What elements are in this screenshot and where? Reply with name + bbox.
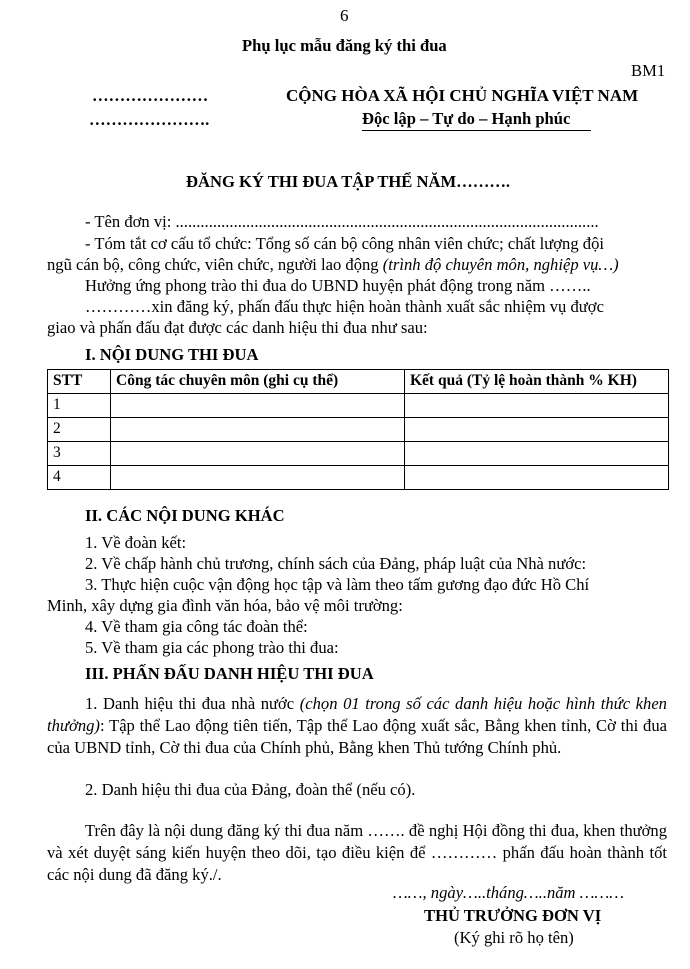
- contest-table: [47, 369, 669, 490]
- section1-heading: I. NỘI DUNG THI ĐUA: [85, 345, 259, 364]
- org-line-2: ………………….: [89, 110, 210, 129]
- section2-item-2: 2. Về chấp hành chủ trương, chính sách của Đảng, pháp luật của Nhà nước:: [85, 554, 587, 573]
- form-code: BM1: [631, 61, 666, 80]
- section2-item-1: 1. Về đoàn kết:: [85, 533, 187, 552]
- section2-item-3b: Minh, xây dựng gia đình văn hóa, bảo vệ môi trường:: [47, 596, 403, 615]
- signature-title: THỦ TRƯỞNG ĐƠN VỊ: [424, 906, 602, 925]
- row-stt: 2: [48, 418, 111, 442]
- date-line: ……, ngày…..tháng…..năm ………: [393, 883, 624, 902]
- title-state-italic: (chọn 01 trong số các danh hiệu hoặc hình thức khen thưởng): [47, 694, 667, 735]
- row-stt: 3: [48, 442, 111, 466]
- col-result-header: Kết quả (Tỷ lệ hoàn thành % KH): [405, 370, 669, 394]
- col-stt-header: STT: [48, 370, 111, 394]
- row-work: [111, 418, 405, 442]
- table-row: [48, 394, 669, 418]
- table-header-row: [48, 370, 669, 394]
- section2-item-5: 5. Về tham gia các phong trào thi đua:: [85, 638, 339, 657]
- motto: Độc lập – Tự do – Hạnh phúc: [362, 109, 571, 128]
- signature-note: (Ký ghi rõ họ tên): [454, 928, 574, 947]
- structure-line-1: - Tóm tắt cơ cấu tổ chức: Tổng số cán bộ công nhân viên chức; chất lượng đội: [85, 234, 605, 253]
- row-work: [111, 442, 405, 466]
- row-result: [405, 418, 669, 442]
- closing-paragraph: Trên đây là nội dung đăng ký thi đua năm ……. đề nghị Hội đồng thi đua, khen thưởng và xét duyệt sáng kiến huyện theo dõi, tạo điều kiện để ………… phấn đấu hoàn thành tốt các nội dung đã đăng ký./.: [47, 821, 667, 884]
- title-state-rest: : Tập thể Lao động tiên tiến, Tập thể Lao động xuất sắc, Bằng khen tỉnh, Cờ thi đua của UBND tỉnh, Cờ thi đua của Chính phủ, Bằng khen Thủ tướng Chính phủ.: [47, 716, 667, 757]
- doc-title: ĐĂNG KÝ THI ĐUA TẬP THỂ NĂM……….: [186, 172, 511, 191]
- row-stt: 1: [48, 394, 111, 418]
- row-work: [111, 394, 405, 418]
- section2-item-4: 4. Về tham gia công tác đoàn thể:: [85, 617, 308, 636]
- motto-underline: [362, 130, 591, 131]
- row-result: [405, 394, 669, 418]
- title-state-lead: 1. Danh hiệu thi đua nhà nước: [85, 694, 300, 713]
- section3-paragraph-2: 2. Danh hiệu thi đua của Đảng, đoàn thể (nếu có).: [85, 780, 416, 799]
- table-row: [48, 442, 669, 466]
- section3-heading: III. PHẤN ĐẤU DANH HIỆU THI ĐUA: [85, 664, 374, 683]
- structure-text: ngũ cán bộ, công chức, viên chức, người lao động: [47, 255, 383, 274]
- org-line-1: …………………: [92, 86, 209, 105]
- page-number: 6: [340, 6, 349, 25]
- row-result: [405, 466, 669, 490]
- row-work: [111, 466, 405, 490]
- section2-heading: II. CÁC NỘI DUNG KHÁC: [85, 506, 285, 525]
- table-row: [48, 418, 669, 442]
- table-row: [48, 466, 669, 490]
- response-line: Hưởng ứng phong trào thi đua do UBND huyện phát động trong năm ……..: [85, 276, 591, 295]
- section2-item-3a: 3. Thực hiện cuộc vận động học tập và làm theo tấm gương đạo đức Hồ Chí: [85, 575, 590, 594]
- appendix-title: Phụ lục mẫu đăng ký thi đua: [242, 36, 447, 55]
- register-line-2: giao và phấn đấu đạt được các danh hiệu thi đua như sau:: [47, 318, 428, 337]
- col-work-header: Công tác chuyên môn (ghi cụ thể): [111, 370, 405, 394]
- section3-paragraph-1: [47, 693, 667, 759]
- row-stt: 4: [48, 466, 111, 490]
- register-line-1: …………xin đăng ký, phấn đấu thực hiện hoàn thành xuất sắc nhiệm vụ được: [85, 297, 604, 316]
- structure-line-2: [47, 255, 619, 275]
- row-result: [405, 442, 669, 466]
- country-name: CỘNG HÒA XÃ HỘI CHỦ NGHĨA VIỆT NAM: [286, 86, 639, 105]
- unit-name-line: - Tên đơn vị: ......................................................................................................: [85, 212, 599, 231]
- structure-italic: (trình độ chuyên môn, nghiệp vụ…): [382, 255, 619, 274]
